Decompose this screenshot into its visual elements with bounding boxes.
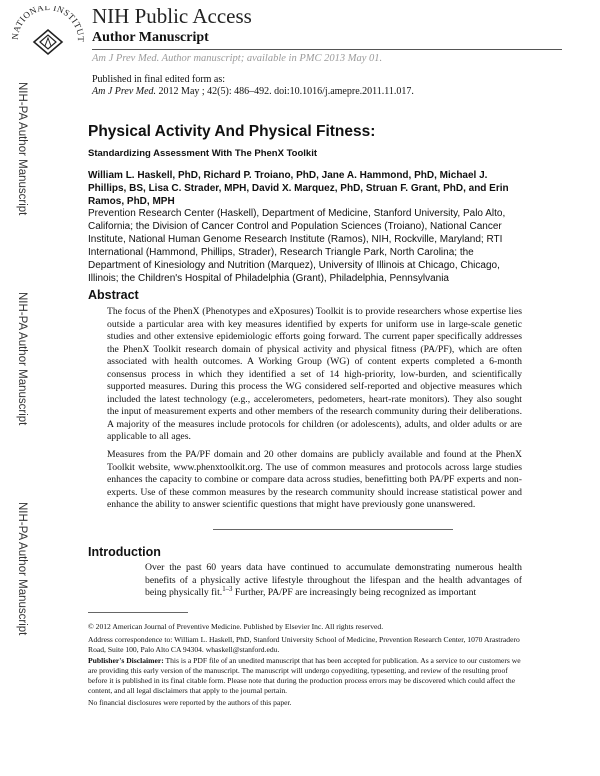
header-citation: Am J Prev Med. Author manuscript; available in PMC 2013 May 01. xyxy=(92,53,383,64)
introduction-paragraph xyxy=(145,562,522,600)
abstract-paragraph-1: The focus of the PhenX (Phenotypes and eXposures) Toolkit is to provide researchers whose expertise lies outside a particular area with key measures identified by experts for uniform use in large-scale genetic studies and other extensive epidemiologic efforts going forward. The current paper specifically addresses the PhenX Toolkit research domain of physical activity and physical fitness (PA/PF), which are often associated with health outcomes. A Working Group (WG) of content experts completed a 6-month consensus process in which they identified a set of 14 high-priority, low-burden, and scientifically supported measures. During this process the WG considered self-reported and objective measures which included the latest technology (e.g., accelerometers, pedometers, heart-rate monitors). They also sought the input of measurement experts and other members of the research community during their deliberations. A majority of the measures include protocols for children (or adolescents), adults, and older adults or are applicable to all ages. xyxy=(107,306,522,442)
disclaimer-label: Publisher's Disclaimer: xyxy=(88,656,164,665)
article-title: Physical Activity And Physical Fitness: xyxy=(88,123,376,140)
footnote-divider xyxy=(88,612,188,613)
side-label-3: NIH-PA Author Manuscript xyxy=(16,502,28,636)
abstract-divider xyxy=(213,529,453,530)
abstract-heading: Abstract xyxy=(88,288,139,302)
header-title: NIH Public Access xyxy=(92,4,252,28)
side-label-1: NIH-PA Author Manuscript xyxy=(16,82,28,216)
disclosures-note: No financial disclosures were reported by the authors of this paper. xyxy=(88,698,292,707)
abstract-paragraph-2: Measures from the PA/PF domain and 20 other domains are publicly available and found at the PhenX Toolkit website, www.phenxtoolkit.org. The use of common measures and protocols across large studies enhances the capacity to combine or compare data across studies, benefitting both PA/PF experts and non-experts. Use of these common measures by the research community should increase statistical power and enhance the ability to answer scientific questions that might have previously gone unanswered. xyxy=(107,449,522,510)
svg-text:NATIONAL INSTITUTES OF HEALTH: NATIONAL INSTITUT xyxy=(9,6,87,43)
introduction-heading: Introduction xyxy=(88,545,161,559)
author-affiliations: Prevention Research Center (Haskell), Department of Medicine, Stanford University, Palo Alto, California; the Division of Cancer Control and Population Sciences (Troiano), National Cancer Institute, National Human Genome Research Institute (Ramos), NIH, Rockville, Maryland; RTI International (Hammond, Phillips, Strader), Research Triangle Park, North Carolina; the Department of Kinesiology and Nutrition (Marquez), University of Illinois at Chicago, Chicago, Illinois; the Children's Hospital of Philadelphia (Grant), Philadelphia, Pennsylvania xyxy=(88,208,506,284)
journal-details: 2012 May ; 42(5): 486–492. doi:10.1016/j.amepre.2011.11.017. xyxy=(156,86,414,97)
copyright-note: © 2012 American Journal of Preventive Medicine. Published by Elsevier Inc. All rights reserved. xyxy=(88,622,384,631)
publication-details xyxy=(92,86,414,97)
header-subtitle: Author Manuscript xyxy=(92,30,209,45)
side-label-2: NIH-PA Author Manuscript xyxy=(16,292,28,426)
disclaimer-text: This is a PDF file of an unedited manuscript that has been accepted for publication. As a service to our customers we are providing this early version of the manuscript. The manuscript will undergo copyediting, typesetting, and review of the resulting proof before it is published in its final citable form. Please note that during the production process errors may be discovered which could affect the content, and all legal disclaimers that apply to the journal pertain. xyxy=(88,656,521,695)
article-subtitle: Standardizing Assessment With The PhenX Toolkit xyxy=(88,148,317,159)
journal-name: Am J Prev Med. xyxy=(92,86,157,97)
nih-seal-logo xyxy=(8,6,88,66)
published-note: Published in final edited form as: xyxy=(92,74,226,85)
intro-citation-ref[interactable]: 1–3 xyxy=(222,585,233,593)
author-list: William L. Haskell, PhD, Richard P. Troiano, PhD, Jane A. Hammond, PhD, Michael J. Phillips, BS, Lisa C. Strader, MPH, David X. Marquez, PhD, Struan F. Grant, PhD, and Erin Ramos, PhD, MPH xyxy=(88,170,509,207)
intro-text-end: Further, PA/PF are increasingly being recognized as important xyxy=(232,587,477,598)
intro-text-start: Over the past 60 years data have continued to accumulate demonstrating numerous health benefits of a physically active lifestyle throughout the lifespan and the health advantages of being physically fit. xyxy=(145,562,522,598)
header-divider xyxy=(92,49,562,50)
publisher-disclaimer xyxy=(88,656,523,696)
correspondence-note: Address correspondence to: William L. Haskell, PhD, Stanford University School of Medicine, Prevention Research Center, 1070 Arastradero Road, Suite 100, Palo Alto CA 94304. whaskell@stanford.edu. xyxy=(88,635,520,654)
